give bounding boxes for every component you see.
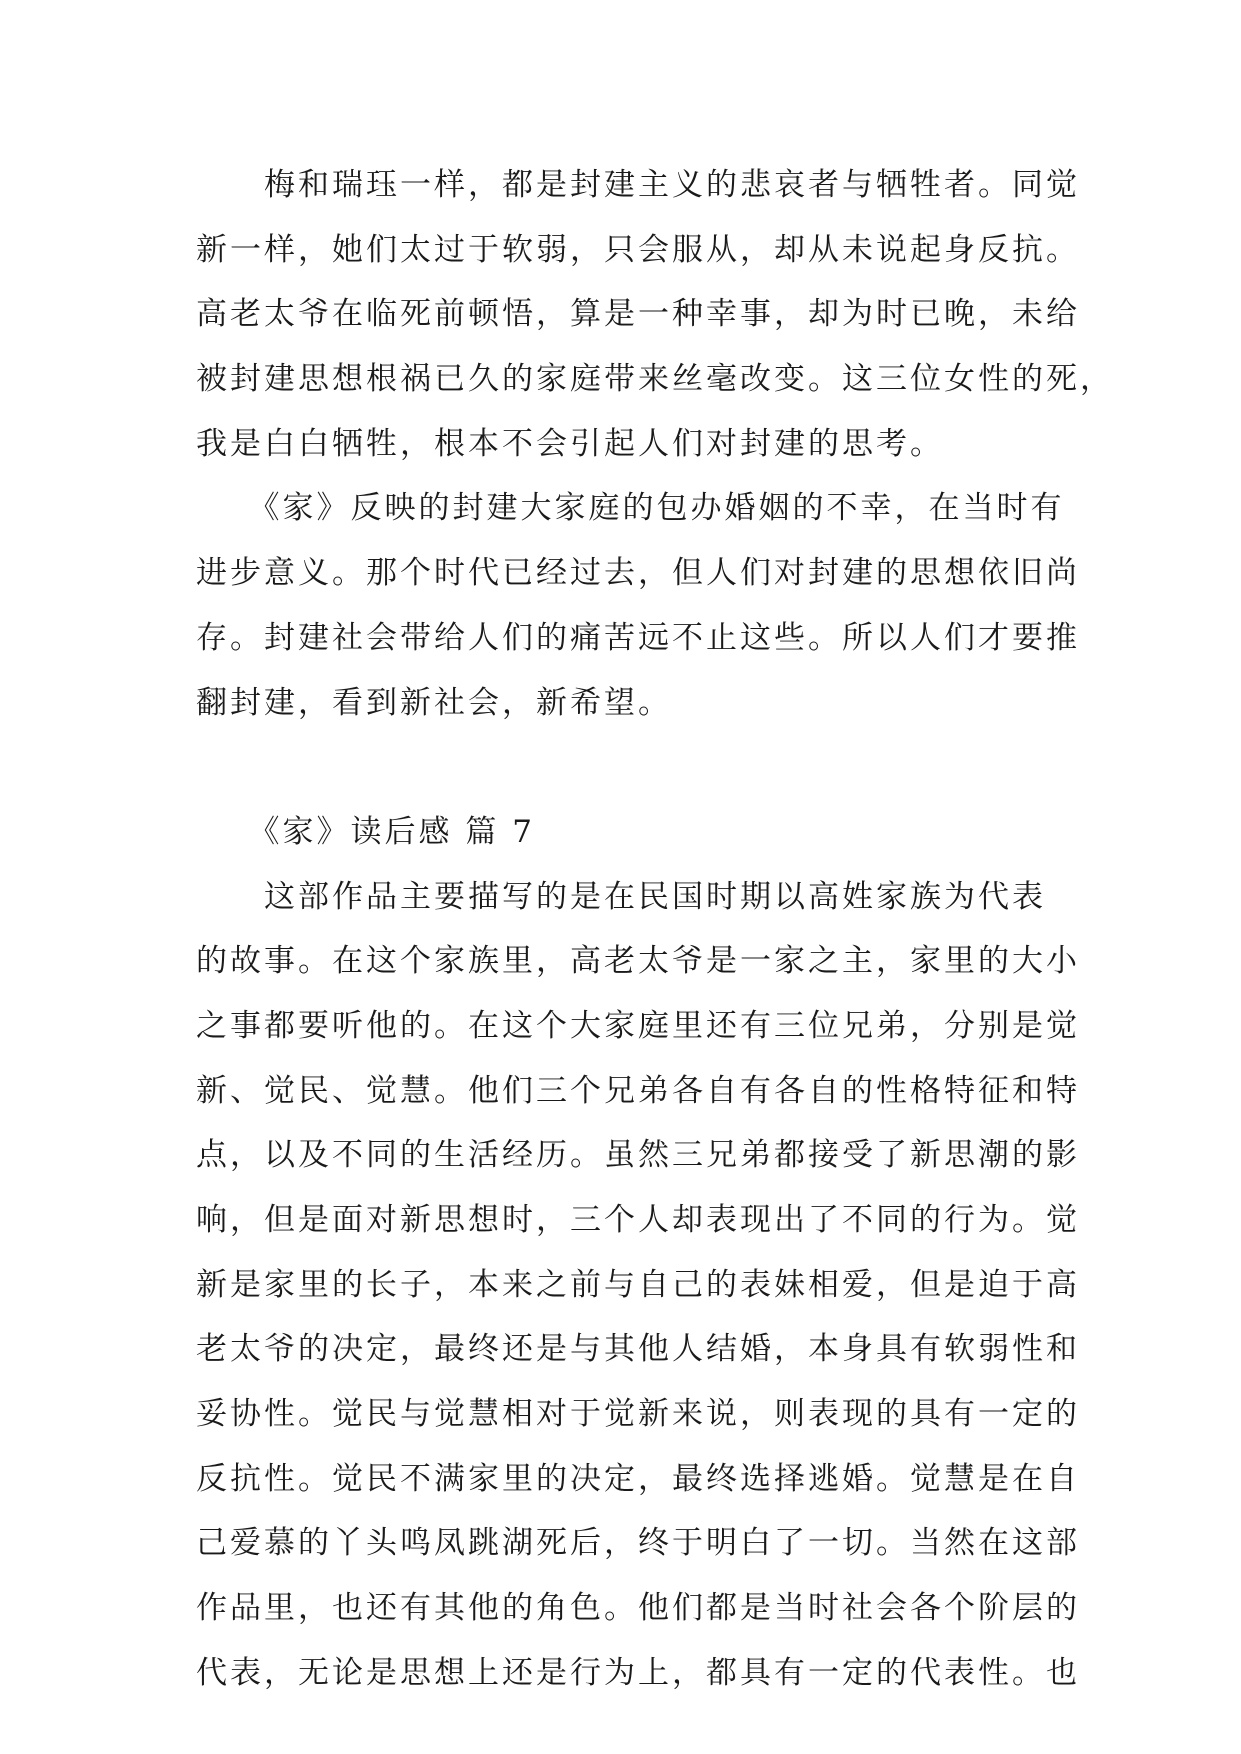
section-heading: 《家》读后感 篇 7	[196, 813, 535, 850]
text-line: 梅和瑞珏一样，都是封建主义的悲哀者与牺牲者。同觉	[196, 167, 1080, 203]
text-line: 点，以及不同的生活经历。虽然三兄弟都接受了新思潮的影	[196, 1137, 1080, 1174]
text-line: 己爱慕的丫头鸣凤跳湖死后，终于明白了一切。当然在这部	[196, 1525, 1080, 1562]
text-line: 之事都要听他的。在这个大家庭里还有三位兄弟，分别是觉	[196, 1007, 1080, 1044]
text-line: 新一样，她们太过于软弱，只会服从，却从未说起身反抗。	[196, 231, 1080, 268]
text-line: 存。封建社会带给人们的痛苦远不止这些。所以人们才要推	[196, 619, 1080, 656]
text-line: 高老太爷在临死前顿悟，算是一种幸事，却为时已晚，未给	[196, 296, 1080, 333]
text-line: 妥协性。觉民与觉慧相对于觉新来说，则表现的具有一定的	[196, 1396, 1080, 1433]
document-body	[196, 153, 1114, 1706]
paragraph-gap	[196, 735, 1066, 800]
text-line: 新、觉民、觉慧。他们三个兄弟各自有各自的性格特征和特	[196, 1072, 1080, 1109]
text-line: 响，但是面对新思想时，三个人却表现出了不同的行为。觉	[196, 1202, 1080, 1238]
text-line: 作品里，也还有其他的角色。他们都是当时社会各个阶层的	[196, 1590, 1080, 1627]
text-line: 《家》反映的封建大家庭的包办婚姻的不幸，在当时有	[196, 490, 1065, 527]
text-line: 新是家里的长子，本来之前与自己的表妹相爱，但是迫于高	[196, 1266, 1080, 1303]
text-line: 反抗性。觉民不满家里的决定，最终选择逃婚。觉慧是在自	[196, 1460, 1080, 1497]
text-line: 这部作品主要描写的是在民国时期以高姓家族为代表	[196, 878, 1046, 915]
text-line: 代表，无论是思想上还是行为上，都具有一定的代表性。也	[196, 1654, 1080, 1691]
text-line: 我是白白牺牲，根本不会引起人们对封建的思考。	[196, 425, 944, 462]
text-line: 的故事。在这个家族里，高老太爷是一家之主，家里的大小	[196, 943, 1080, 980]
text-line: 被封建思想根祸已久的家庭带来丝毫改变。这三位女性的死，	[196, 361, 1114, 398]
text-line: 老太爷的决定，最终还是与其他人结婚，本身具有软弱性和	[196, 1331, 1080, 1368]
text-line: 进步意义。那个时代已经过去，但人们对封建的思想依旧尚	[196, 555, 1080, 592]
text-line: 翻封建，看到新社会，新希望。	[196, 684, 672, 721]
